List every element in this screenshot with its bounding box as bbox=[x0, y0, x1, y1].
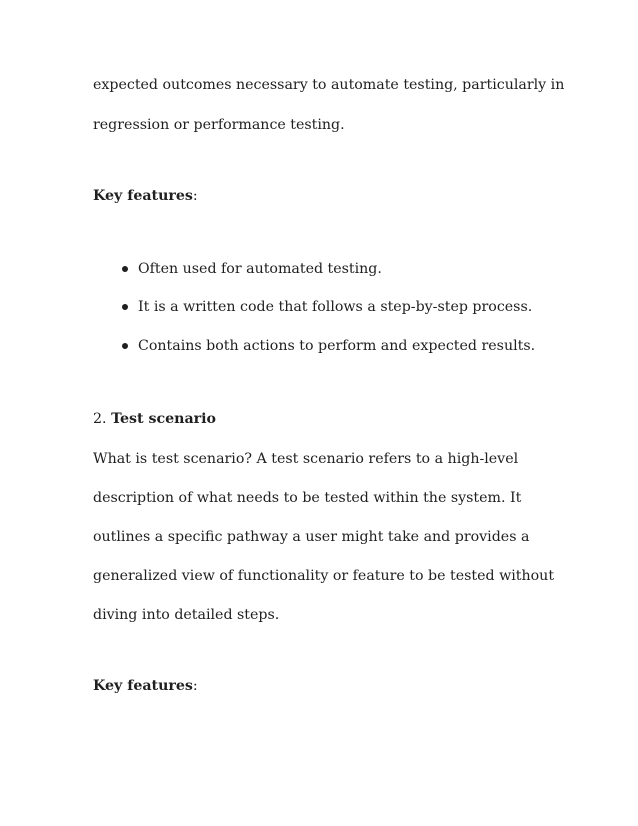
paragraph-line: diving into detailed steps. bbox=[93, 607, 280, 623]
section-number: 2. bbox=[93, 411, 107, 427]
bullet-icon bbox=[122, 343, 128, 349]
section-heading bbox=[93, 409, 216, 429]
paragraph-line: expected outcomes necessary to automate testing, particularly in bbox=[93, 77, 565, 93]
list-item bbox=[138, 336, 535, 356]
paragraph-line: generalized view of functionality or feature to be tested without bbox=[93, 568, 555, 584]
key-features-heading bbox=[93, 676, 198, 696]
list-item bbox=[138, 297, 532, 317]
list-item-text: It is a written code that follows a step-by-step process. bbox=[138, 299, 533, 315]
list-item-text: Often used for automated testing. bbox=[138, 261, 382, 277]
section-title: Test scenario bbox=[111, 411, 216, 427]
paragraph-line: regression or performance testing. bbox=[93, 117, 345, 133]
bullet-icon bbox=[122, 304, 128, 310]
key-features-label: Key features bbox=[93, 188, 193, 204]
paragraph-line: What is test scenario? A test scenario refers to a high-level bbox=[93, 451, 519, 467]
paragraph-line: outlines a specific pathway a user might take and provides a bbox=[93, 529, 530, 545]
key-features-label: Key features bbox=[93, 678, 193, 694]
key-features-heading bbox=[93, 186, 198, 206]
bullet-icon bbox=[122, 266, 128, 272]
list-item bbox=[138, 259, 382, 279]
list-item-text: Contains both actions to perform and expected results. bbox=[138, 338, 536, 354]
key-features-colon: : bbox=[192, 188, 198, 204]
key-features-colon: : bbox=[192, 678, 198, 694]
paragraph-line: description of what needs to be tested within the system. It bbox=[93, 490, 522, 506]
